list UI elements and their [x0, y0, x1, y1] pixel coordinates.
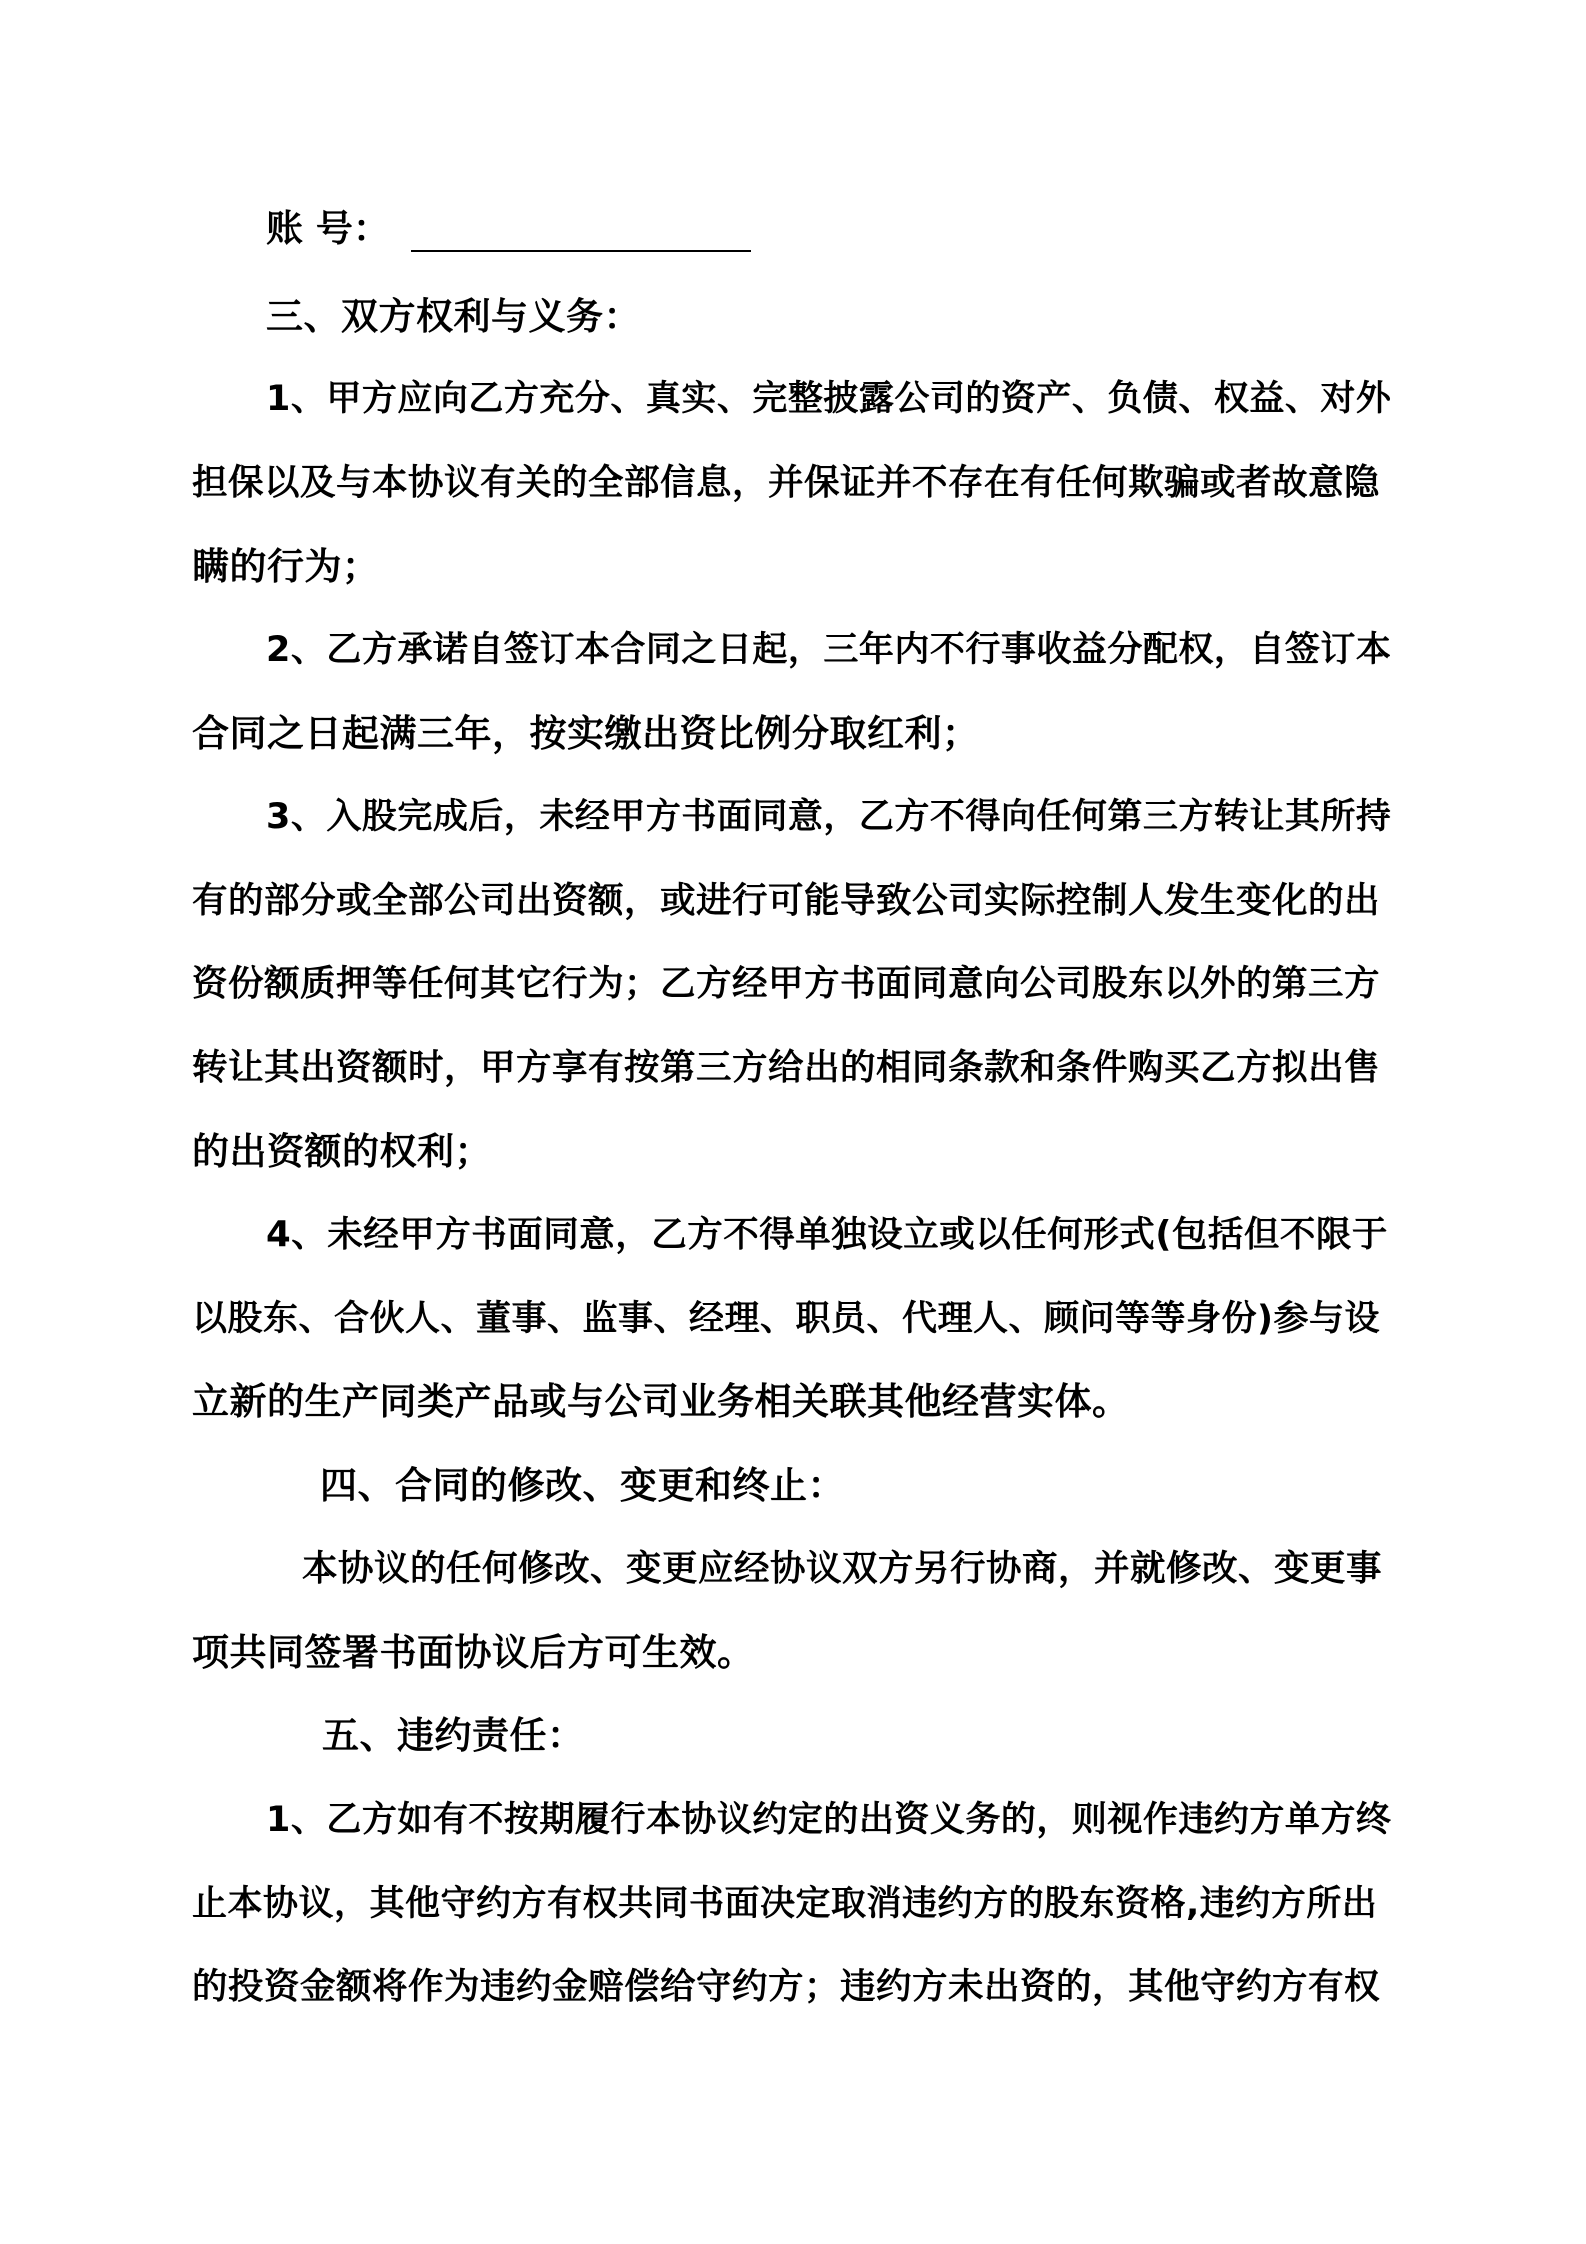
clause-2-line-2: 合同之日起满三年，按实缴出资比例分取红利；: [192, 712, 980, 755]
section-heading-modification: 四、合同的修改、变更和终止：: [320, 1464, 845, 1507]
section-heading-breach: 五、违约责任：: [322, 1714, 585, 1757]
section-heading-rights-obligations: 三、双方权利与义务：: [266, 295, 641, 338]
modification-paragraph-line-2: 项共同签署书面协议后方可生效。: [192, 1631, 755, 1674]
clause-3-line-1: 3、入股完成后，未经甲方书面同意，乙方不得向任何第三方转让其所持: [266, 797, 1392, 837]
clause-3-line-5: 的出资额的权利；: [192, 1130, 492, 1173]
clause-3-line-4: 转让其出资额时，甲方享有按第三方给出的相同条款和条件购买乙方拟出售: [192, 1047, 1381, 1088]
modification-paragraph-line-1: 本协议的任何修改、变更应经协议双方另行协商，并就修改、变更事: [302, 1548, 1383, 1589]
clause-1-line-2: 担保以及与本协议有关的全部信息，并保证并不存在有任何欺骗或者故意隐: [192, 462, 1381, 503]
clause-1-line-1: 1、甲方应向乙方充分、真实、完整披露公司的资产、负债、权益、对外: [266, 379, 1392, 419]
account-number-label: 账 号：: [266, 207, 390, 250]
clause-2-line-1: 2、乙方承诺自签订本合同之日起，三年内不行事收益分配权，自签订本: [266, 630, 1392, 670]
clause-4-line-1: 4、未经甲方书面同意，乙方不得单独设立或以任何形式(包括但不限于: [266, 1214, 1388, 1255]
clause-3-line-2: 有的部分或全部公司出资额，或进行可能导致公司实际控制人发生变化的出: [192, 880, 1381, 921]
clause-4-line-2: 以股东、合伙人、董事、监事、经理、职员、代理人、顾问等等身份)参与设: [192, 1299, 1380, 1339]
account-number-row: [266, 206, 751, 256]
clause-3-line-3: 资份额质押等任何其它行为；乙方经甲方书面同意向公司股东以外的第三方: [192, 963, 1381, 1004]
clause-4-line-3: 立新的生产同类产品或与公司业务相关联其他经营实体。: [192, 1380, 1130, 1423]
breach-clause-1-line-2: 止本协议，其他守约方有权共同书面决定取消违约方的股东资格,违约方所出: [192, 1884, 1378, 1924]
account-number-field: [411, 206, 751, 252]
breach-clause-1-line-1: 1、乙方如有不按期履行本协议约定的出资义务的，则视作违约方单方终: [266, 1800, 1392, 1840]
clause-1-line-3: 瞒的行为；: [192, 545, 380, 588]
breach-clause-1-line-3: 的投资金额将作为违约金赔偿给守约方；违约方未出资的，其他守约方有权: [192, 1966, 1381, 2007]
